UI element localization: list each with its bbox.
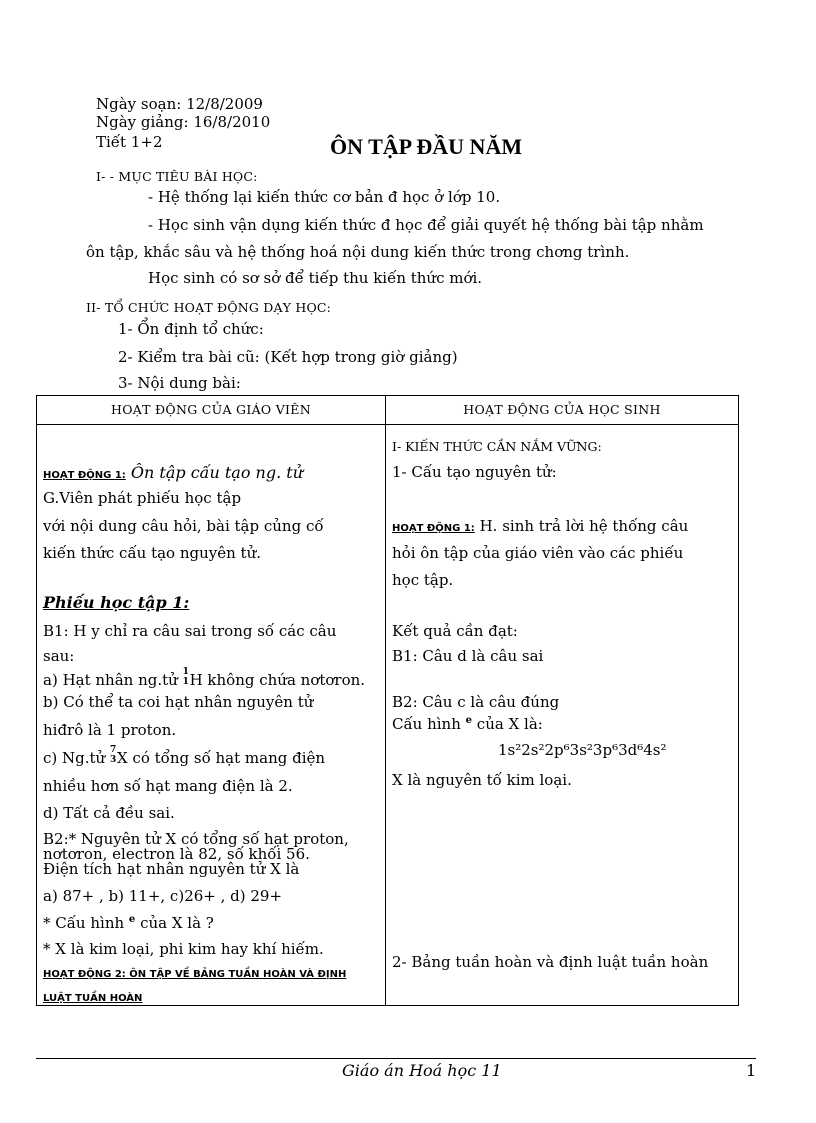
- electron-symbol: e: [128, 914, 136, 925]
- student-line-2: hỏi ôn tập của giáo viên vào các phiếu: [392, 544, 684, 562]
- activity-2-heading: HOẠT ĐỘNG 2: ÔN TẬP VỀ BẢNG TUẦN HOÀN VÀ ĐỊNH: [43, 969, 347, 980]
- objective-3: Học sinh có sơ sở để tiếp thu kiến thức mới.: [148, 269, 483, 287]
- isotope-h-mass: 1: [182, 667, 189, 677]
- student-activity-1: [392, 517, 688, 535]
- question-b2-cont2: Điện tích hạt nhân nguyên tử X là: [43, 860, 300, 878]
- student-column-header: HOẠT ĐỘNG CỦA HỌC SINH: [386, 396, 739, 425]
- objective-2a: - Học sinh vận dụng kiến thức đ học để giải quyết hệ thống bài tập nhằm: [148, 216, 704, 234]
- student-activity-1-label: HOẠT ĐỘNG 1:: [392, 523, 475, 534]
- question-b1: B1: H y chỉ ra câu sai trong số các câu: [43, 622, 337, 640]
- option-c: [43, 745, 326, 767]
- option-b: b) Có thể ta coi hạt nhân nguyên tử: [43, 693, 314, 711]
- footer-divider: [36, 1058, 756, 1059]
- student-activity-1-text: H. sinh trả lời hệ thống câu: [474, 517, 689, 535]
- option-c-cont: nhiều hơn số hạt mang điện là 2.: [43, 777, 293, 795]
- activity-1-title: Ôn tập cấu tạo ng. tử: [125, 463, 303, 482]
- activity-1-label: HOẠT ĐỘNG 1:: [43, 470, 126, 481]
- answer-config-suffix: của X là:: [472, 715, 543, 733]
- teacher-column: [37, 425, 386, 1006]
- activity-2: 2- Kiểm tra bài cũ: (Kết hợp trong giờ giảng): [118, 348, 458, 366]
- option-b-cont: hiđrô là 1 proton.: [43, 721, 177, 739]
- knowledge-heading: I- KIẾN THỨC CẦN NẮM VỮNG:: [392, 439, 602, 454]
- question-config-suffix: của X là ?: [135, 914, 214, 932]
- footer-text: Giáo án Hoá học 11: [342, 1061, 502, 1080]
- page-title: ÔN TẬP ĐẦU NĂM: [330, 134, 523, 159]
- student-column: [386, 425, 739, 1006]
- teacher-line-1: G.Viên phát phiếu học tập: [43, 489, 242, 507]
- isotope-x: [109, 745, 117, 765]
- isotope-h: [182, 667, 190, 687]
- page-number: 1: [746, 1061, 757, 1080]
- teacher-line-2: với nội dung câu hỏi, bài tập củng cố: [43, 517, 324, 535]
- activity-2-heading-cont: LUẬT TUẦN HOÀN: [43, 993, 143, 1004]
- objective-1: - Hệ thống lại kiến thức cơ bản đ học ở lớp 10.: [148, 188, 501, 206]
- question-config-prefix: * Cấu hình: [43, 914, 129, 932]
- answer-config-prefix: Cấu hình: [392, 715, 466, 733]
- isotope-x-mass: 7: [109, 745, 117, 755]
- answer-b2: B2: Câu c là câu đúng: [392, 693, 560, 711]
- electron-symbol-answer: e: [465, 715, 473, 726]
- activity-table: [36, 395, 739, 1006]
- activity-3: 3- Nội dung bài:: [118, 374, 241, 392]
- option-a-prefix: a) Hạt nhân ng.tử: [43, 671, 183, 689]
- date-prepared: Ngày soạn: 12/8/2009: [96, 95, 263, 113]
- student-line-3: học tập.: [392, 571, 454, 589]
- section-objectives-heading: I- - MỤC TIÊU BÀI HỌC:: [96, 169, 258, 184]
- lesson-period: Tiết 1+2: [96, 133, 163, 151]
- electron-configuration: 1s²2s²2p⁶3s²3p⁶3d⁶4s²: [498, 741, 667, 759]
- question-b1-cont: sau:: [43, 647, 75, 665]
- option-a-suffix: H không chứa nơtơron.: [189, 671, 366, 689]
- answer-config-label: [392, 715, 543, 733]
- question-config: [43, 914, 214, 932]
- worksheet-title: Phiếu học tập 1:: [43, 593, 190, 612]
- atom-structure-heading: 1- Cấu tạo nguyên tử:: [392, 463, 557, 481]
- question-b2-cont: nơtơron, electron là 82, số khối 56.: [43, 845, 310, 863]
- question-b2: B2:* Nguyên tử X có tổng số hạt proton,: [43, 830, 349, 848]
- expected-results: Kết quả cần đạt:: [392, 622, 518, 640]
- option-c-prefix: c) Ng.tử: [43, 749, 110, 767]
- date-taught: Ngày giảng: 16/8/2010: [96, 113, 271, 131]
- isotope-x-number: 3: [109, 755, 117, 765]
- question-b2-options: a) 87+ , b) 11+, c)26+ , d) 29+: [43, 887, 283, 905]
- option-c-suffix: X có tổng số hạt mang điện: [116, 749, 326, 767]
- option-a: [43, 667, 366, 689]
- answer-metal: X là nguyên tố kim loại.: [392, 771, 572, 789]
- objective-2b: ôn tập, khắc sâu và hệ thống hoá nội dung kiến thức trong chơng trình.: [86, 243, 630, 261]
- teacher-line-3: kiến thức cấu tạo nguyên tử.: [43, 544, 262, 562]
- section-activities-heading: II- TỔ CHỨC HOẠT ĐỘNG DẠY HỌC:: [86, 300, 332, 315]
- isotope-h-number: 1: [182, 677, 189, 687]
- activity-1: 1- Ổn định tổ chức:: [118, 320, 264, 338]
- option-d: d) Tất cả đều sai.: [43, 804, 175, 822]
- question-metal: * X là kim loại, phi kim hay khí hiếm.: [43, 940, 324, 958]
- periodic-table-heading: 2- Bảng tuần hoàn và định luật tuần hoàn: [392, 953, 709, 971]
- activity-1-heading: [43, 463, 303, 482]
- answer-b1: B1: Câu d là câu sai: [392, 647, 544, 665]
- teacher-column-header: HOẠT ĐỘNG CỦA GIÁO VIÊN: [37, 396, 386, 425]
